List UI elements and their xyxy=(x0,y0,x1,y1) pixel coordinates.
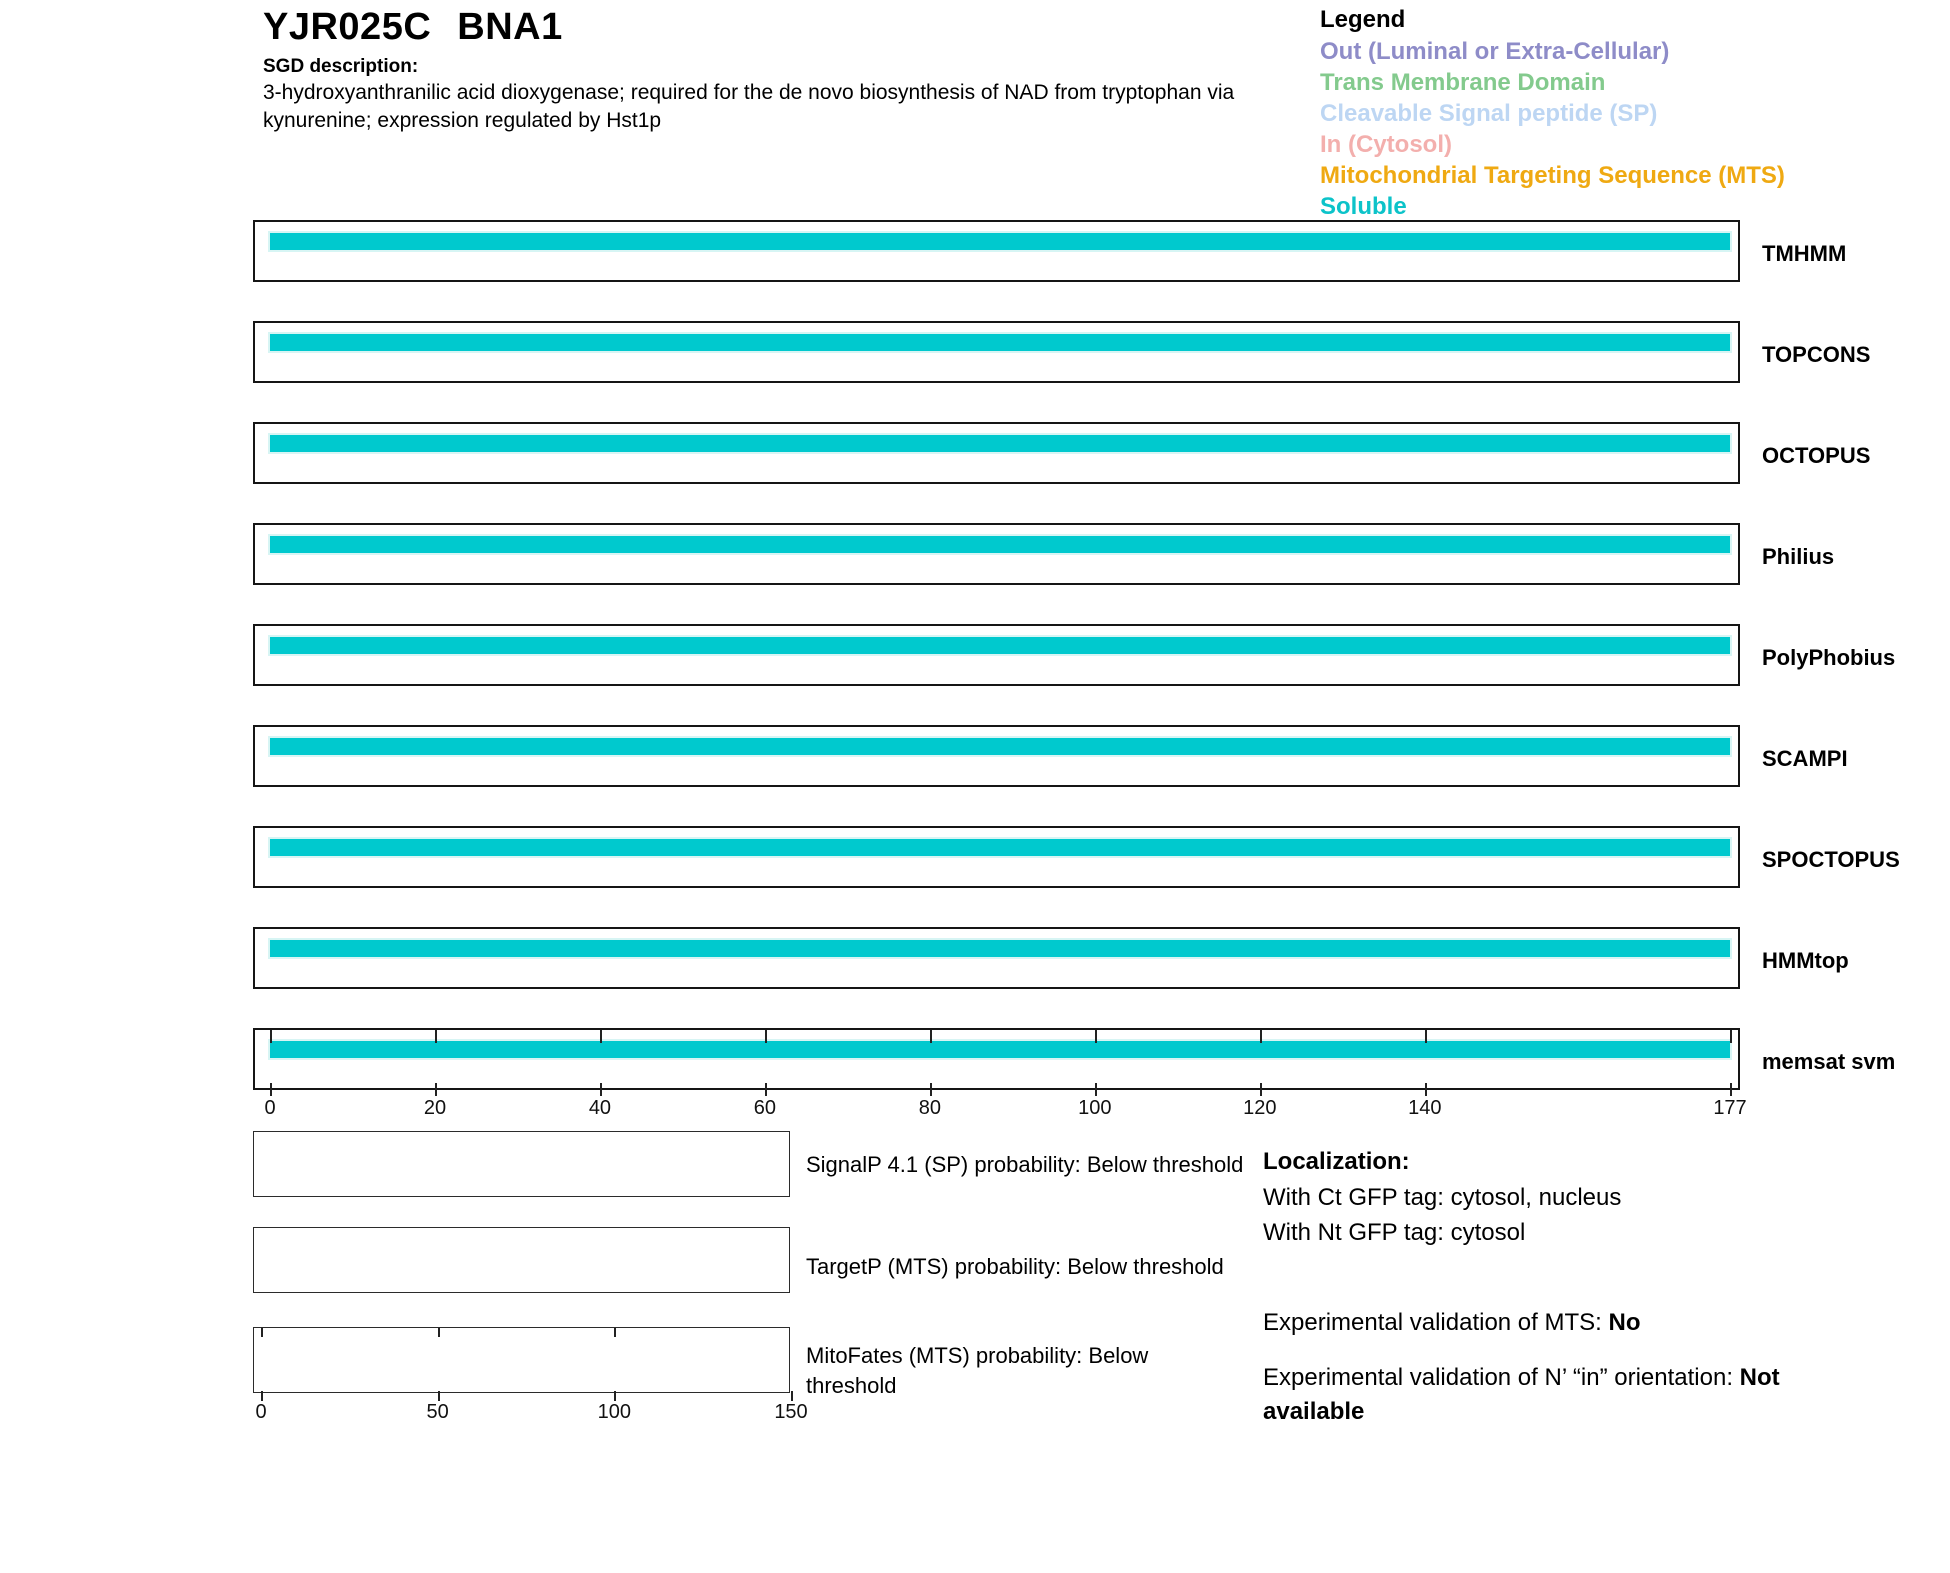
axis-tick xyxy=(1730,1030,1732,1043)
axis-tick xyxy=(600,1030,602,1043)
topology-segment-soluble xyxy=(270,940,1730,957)
track-label-hmmtop: HMMtop xyxy=(1762,948,1849,973)
track-plot xyxy=(270,323,1730,381)
axis-tick xyxy=(1260,1083,1262,1096)
axis-tick-label: 40 xyxy=(588,1097,612,1119)
topology-segment-soluble xyxy=(270,536,1730,553)
mitofates-caption: MitoFates (MTS) probability: Below threshold xyxy=(806,1343,1149,1398)
topology-segment-soluble xyxy=(270,738,1730,755)
axis-tick xyxy=(438,1391,440,1401)
axis-tick xyxy=(930,1030,932,1043)
axis-tick xyxy=(270,1030,272,1043)
track-box-memsat-svm xyxy=(253,1028,1740,1090)
legend-item-transmembrane: Trans Membrane Domain xyxy=(1320,69,1606,96)
topology-segment-soluble xyxy=(270,435,1730,452)
axis-tick-label: 0 xyxy=(264,1097,276,1119)
axis-tick xyxy=(435,1083,437,1096)
topology-segment-soluble xyxy=(270,334,1730,351)
track-box-octopus xyxy=(253,422,1740,484)
legend-title: Legend xyxy=(1320,6,1406,33)
legend xyxy=(1320,4,1785,222)
track-plot xyxy=(270,929,1730,987)
track-label-tmhmm: TMHMM xyxy=(1762,241,1847,266)
track-plot xyxy=(270,828,1730,886)
mitofates-panel-box xyxy=(253,1327,790,1393)
topology-segment-soluble xyxy=(270,637,1730,654)
track-label-spoctopus: SPOCTOPUS xyxy=(1762,847,1900,872)
track-box-scampi xyxy=(253,725,1740,787)
axis-tick xyxy=(435,1030,437,1043)
legend-item-in-cytosol: In (Cytosol) xyxy=(1320,131,1452,158)
axis-tick-label: 140 xyxy=(1408,1097,1442,1119)
page-title xyxy=(263,6,563,49)
track-label-polyphobius: PolyPhobius xyxy=(1762,645,1896,670)
axis-tick xyxy=(791,1391,793,1401)
axis-tick xyxy=(1095,1030,1097,1043)
gene-name: BNA1 xyxy=(457,6,563,48)
track-box-polyphobius xyxy=(253,624,1740,686)
track-label-topcons: TOPCONS xyxy=(1762,342,1871,367)
track-plot xyxy=(270,727,1730,785)
axis-tick xyxy=(614,1391,616,1401)
topology-segment-soluble xyxy=(270,233,1730,250)
axis-tick xyxy=(261,1328,263,1337)
axis-tick xyxy=(930,1083,932,1096)
axis-tick-label: 120 xyxy=(1243,1097,1277,1119)
axis-tick xyxy=(614,1328,616,1337)
track-plot xyxy=(270,424,1730,482)
topology-segment-soluble xyxy=(270,1041,1730,1058)
axis-tick xyxy=(765,1083,767,1096)
track-label-octopus: OCTOPUS xyxy=(1762,443,1871,468)
localization-nt-gfp: With Nt GFP tag: cytosol xyxy=(1263,1219,1526,1246)
axis-tick xyxy=(270,1083,272,1096)
topology-segment-soluble xyxy=(270,839,1730,856)
targetp-panel-box xyxy=(253,1227,790,1293)
track-box-hmmtop xyxy=(253,927,1740,989)
axis-tick-label: 50 xyxy=(426,1401,449,1423)
orientation-validation-value: Not available xyxy=(1263,1364,1780,1425)
axis-tick xyxy=(1425,1083,1427,1096)
axis-tick xyxy=(438,1328,440,1337)
track-box-philius xyxy=(253,523,1740,585)
axis-tick-label: 150 xyxy=(774,1401,808,1423)
axis-tick xyxy=(1095,1083,1097,1096)
track-box-spoctopus xyxy=(253,826,1740,888)
gene-id: YJR025C xyxy=(263,6,432,48)
orientation-validation-label: Experimental validation of N’ “in” orientation: xyxy=(1263,1364,1740,1391)
axis-tick-label: 177 xyxy=(1713,1097,1747,1119)
track-label-memsat-svm: memsat svm xyxy=(1762,1049,1896,1074)
axis-tick xyxy=(600,1083,602,1096)
signalp-caption: SignalP 4.1 (SP) probability: Below threshold xyxy=(806,1152,1244,1177)
axis-tick-label: 100 xyxy=(1078,1097,1112,1119)
mts-validation-line xyxy=(1263,1306,1640,1340)
axis-tick xyxy=(765,1030,767,1043)
axis-tick xyxy=(1425,1030,1427,1043)
track-plot xyxy=(270,525,1730,583)
axis-tick xyxy=(1260,1030,1262,1043)
track-box-tmhmm xyxy=(253,220,1740,282)
signalp-panel-box xyxy=(253,1131,790,1197)
localization-heading: Localization: xyxy=(1263,1148,1410,1175)
probability-axis-labels xyxy=(255,1401,808,1427)
track-label-philius: Philius xyxy=(1762,544,1835,569)
axis-tick-label: 0 xyxy=(255,1401,267,1423)
mts-validation-label: Experimental validation of MTS: xyxy=(1263,1309,1609,1336)
orientation-validation-line xyxy=(1263,1361,1863,1429)
legend-item-out: Out (Luminal or Extra-Cellular) xyxy=(1320,38,1670,65)
axis-tick-label: 100 xyxy=(597,1401,632,1423)
axis-tick xyxy=(1730,1083,1732,1096)
mitofates-plot xyxy=(261,1328,791,1392)
sequence-axis-labels xyxy=(264,1097,1747,1123)
axis-tick-label: 80 xyxy=(918,1097,941,1119)
sgd-description-text: 3-hydroxyanthranilic acid dioxygenase; required for the de novo biosynthesis of NAD from tryptophan via kynurenine; expression regulated by Hst1p xyxy=(263,81,1235,132)
axis-tick-label: 20 xyxy=(423,1097,447,1119)
localization-ct-gfp: With Ct GFP tag: cytosol, nucleus xyxy=(1263,1184,1622,1211)
mts-validation-value: No xyxy=(1608,1309,1641,1336)
legend-item-signal-peptide: Cleavable Signal peptide (SP) xyxy=(1320,100,1658,127)
track-label-scampi: SCAMPI xyxy=(1762,746,1848,771)
axis-tick-label: 60 xyxy=(753,1097,777,1119)
legend-item-soluble: Soluble xyxy=(1320,193,1407,220)
track-plot xyxy=(270,1030,1730,1088)
legend-item-mts: Mitochondrial Targeting Sequence (MTS) xyxy=(1320,162,1785,189)
axis-tick xyxy=(261,1391,263,1401)
track-plot xyxy=(270,222,1730,280)
track-plot xyxy=(270,626,1730,684)
sgd-description-label: SGD description: xyxy=(263,56,419,77)
targetp-caption: TargetP (MTS) probability: Below threshold xyxy=(806,1254,1224,1279)
track-box-topcons xyxy=(253,321,1740,383)
